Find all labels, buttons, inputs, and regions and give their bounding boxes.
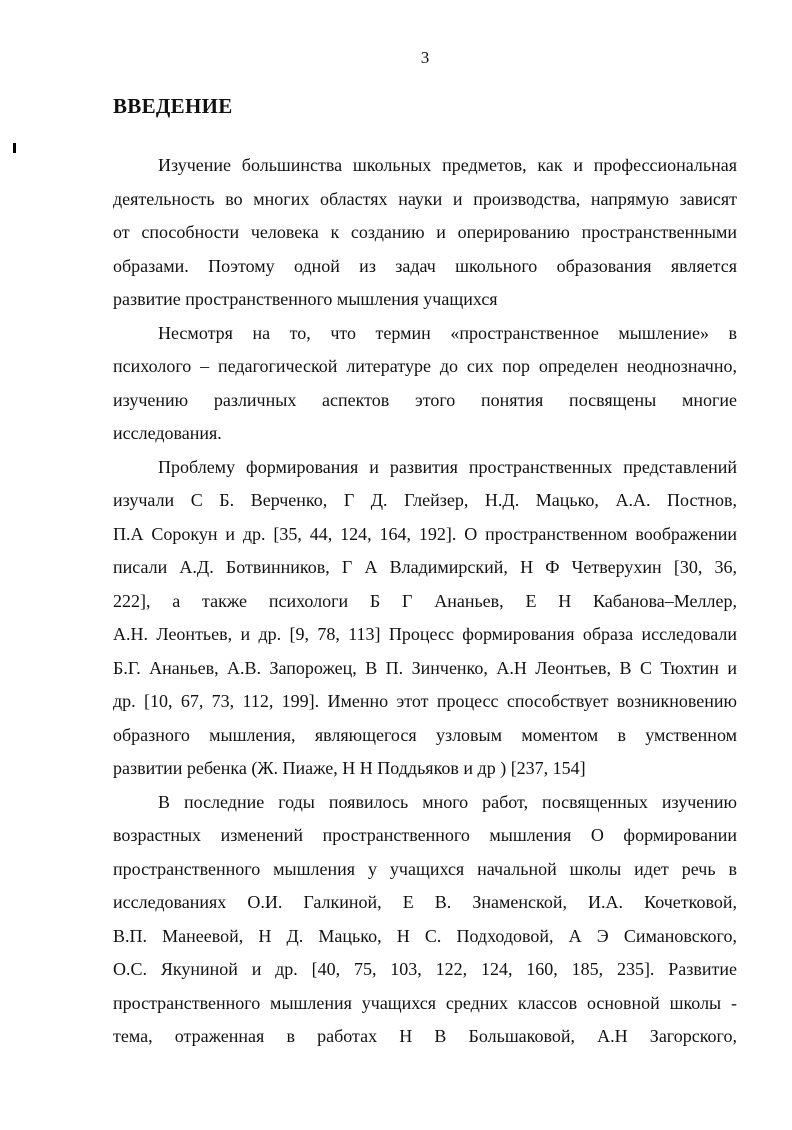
paragraph-3: [113, 451, 737, 786]
text-line: Несмотря на то, что термин «пространственное мышление» в: [158, 322, 737, 343]
text-line: от способности человека к созданию и оперированию пространственными: [113, 222, 737, 242]
text-line: развитии ребенка (Ж. Пиаже, Н Н Поддьяков и др ) [237, 154]: [113, 758, 586, 778]
text-line: П.А Сорокун и др. [35, 44, 124, 164, 192]. О пространственном воображении: [113, 523, 737, 544]
text-line: О.С. Якуниной и др. [40, 75, 103, 122, 124, 160, 185, 235]. Развитие: [113, 959, 737, 979]
paragraph-4: [113, 786, 737, 1054]
text-line: образами. Поэтому одной из задач школьного образования является: [113, 255, 737, 276]
text-line: деятельность во многих областях науки и производства, напрямую зависят: [113, 188, 737, 209]
text-line: А.Н. Леонтьев, и др. [9, 78, 113] Процесс формирования образа исследовали: [113, 624, 737, 644]
text-line: исследования.: [113, 423, 222, 443]
text-line: Изучение большинства школьных предметов, как и профессиональная: [158, 155, 737, 175]
section-heading: ВВЕДЕНИЕ: [113, 94, 233, 118]
paragraph-1: [113, 149, 737, 317]
page-number: 3: [420, 48, 430, 67]
text-line: пространственного мышления у учащихся начальной школы идет речь в: [113, 858, 737, 879]
margin-mark: [13, 143, 16, 153]
text-line: Проблему формирования и развития пространственных представлений: [158, 456, 737, 477]
text-line: пространственного мышления учащихся средних классов основной школы -: [113, 992, 737, 1013]
text-line: развитие пространственного мышления учащихся: [113, 289, 498, 309]
text-line: психолого – педагогической литературе до сих пор определен неоднозначно,: [113, 356, 737, 376]
paragraph-2: [113, 317, 737, 451]
text-line: возрастных изменений пространственного мышления О формировании: [113, 825, 737, 845]
body-text: [113, 149, 737, 1054]
text-line: изучению различных аспектов этого понятия посвящены многие: [113, 389, 737, 410]
text-line: В.П. Манеевой, Н Д. Мацько, Н С. Подходовой, А Э Симановского,: [113, 925, 737, 946]
text-line: исследованиях О.И. Галкиной, Е В. Знаменской, И.А. Кочетковой,: [113, 892, 737, 912]
text-line: писали А.Д. Ботвинников, Г А Владимирский, Н Ф Четверухин [30, 36,: [113, 557, 737, 577]
text-line: изучали С Б. Верченко, Г Д. Глейзер, Н.Д. Мацько, А.А. Постнов,: [113, 490, 737, 510]
text-line: тема, отраженная в работах Н В Большаковой, А.Н Загорского,: [113, 1026, 737, 1046]
text-line: др. [10, 67, 73, 112, 199]. Именно этот процесс способствует возникновению: [113, 691, 737, 711]
text-line: 222], а также психологи Б Г Ананьев, Е Н Кабанова–Меллер,: [113, 590, 737, 611]
text-line: Б.Г. Ананьев, А.В. Запорожец, В П. Зинченко, А.Н Леонтьев, В С Тюхтин и: [113, 657, 737, 678]
text-line: В последние годы появилось много работ, посвященных изучению: [158, 791, 737, 812]
text-line: образного мышления, являющегося узловым моментом в умственном: [113, 724, 737, 745]
